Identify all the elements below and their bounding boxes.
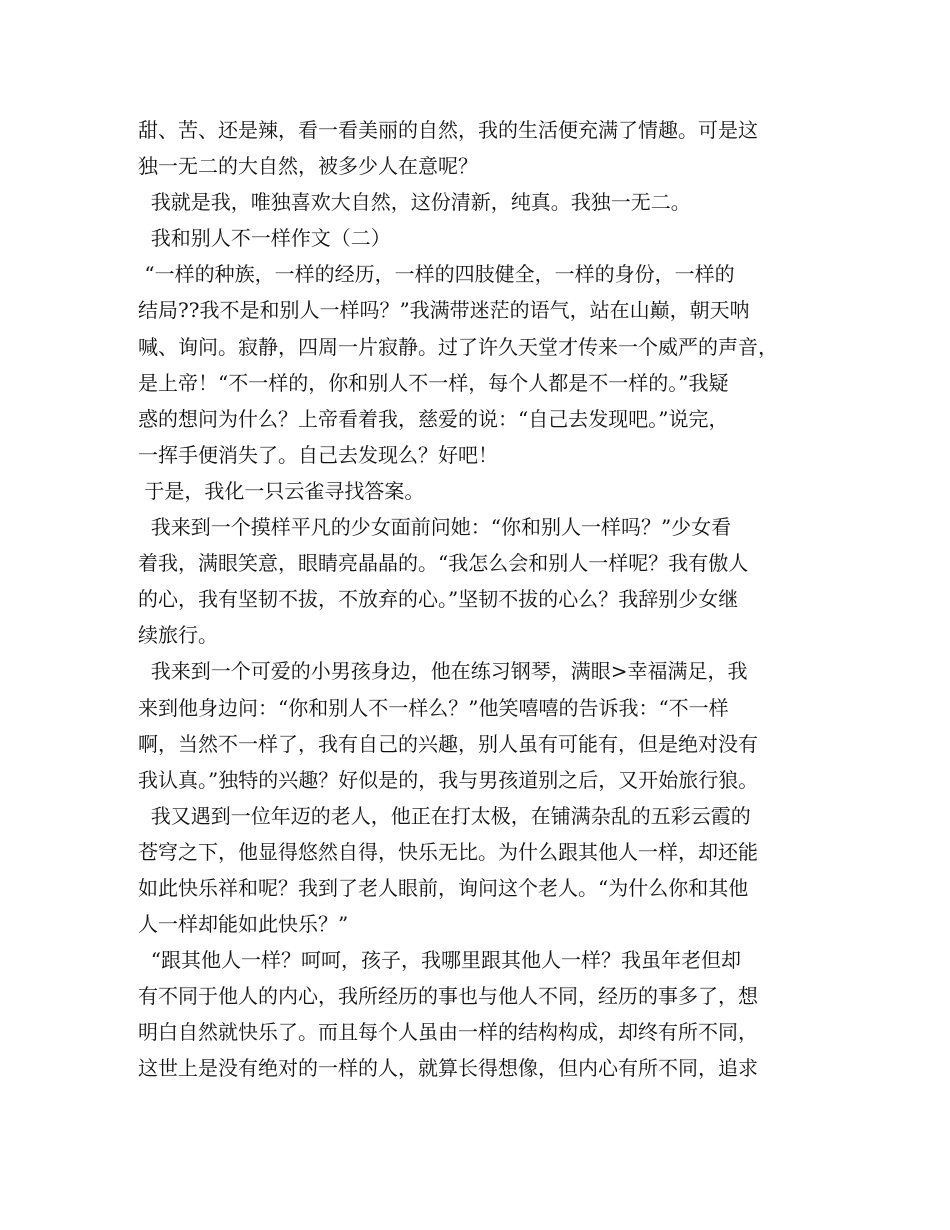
text-line: 我又遇到一位年迈的老人，他正在打太极，在铺满杂乱的五彩云霞的 xyxy=(138,803,751,828)
text-line: 甜、苦、还是辣，看一看美丽的自然，我的生活便充满了情趣。可是这 xyxy=(138,118,758,142)
text-line: 我就是我，唯独喜欢大自然，这份清新，纯真。我独一无二。 xyxy=(138,190,691,215)
text-line: 有不同于他人的内心，我所经历的事也与他人不同，经历的事多了，想 xyxy=(138,984,758,1009)
text-line: 续旅行。 xyxy=(138,623,218,648)
text-line: 我来到一个可爱的小男孩身边，他在练习钢琴，满眼>幸福满足，我 xyxy=(138,659,748,684)
text-line: “跟其他人一样？呵呵，孩子，我哪里跟其他人一样？我虽年老但却 xyxy=(138,948,741,973)
text-line: 我认真。”独特的兴趣？好似是的，我与男孩道别之后，又开始旅行狼。 xyxy=(138,767,759,792)
text-line: 着我，满眼笑意，眼睛亮晶晶的。“我怎么会和别人一样呢？我有傲人 xyxy=(138,551,749,576)
text-line: 这世上是没有绝对的一样的人，就算长得想像，但内心有所不同，追求 xyxy=(138,1056,758,1081)
text-line: 人一样却能如此快乐？” xyxy=(138,912,349,937)
text-line: “一样的种族，一样的经历，一样的四肢健全，一样的身份，一样的 xyxy=(138,262,735,287)
text-line: 的心，我有坚韧不拔，不放弃的心。”坚韧不拔的心么？我辞别少女继 xyxy=(138,587,739,612)
text-line: 是上帝！“不一样的，你和别人不一样，每个人都是不一样的。”我疑 xyxy=(138,370,729,395)
text-line: 于是，我化一只云雀寻找答案。 xyxy=(138,478,425,503)
text-line: 一挥手便消失了。自己去发现么？好吧！ xyxy=(138,442,498,467)
text-line: 惑的想问为什么？上帝看着我，慈爱的说：“自己去发现吧。”说完， xyxy=(138,406,729,431)
text-line: 喊、询问。寂静，四周一片寂静。过了许久天堂才传来一个威严的声音， xyxy=(138,334,778,359)
text-line: 明白自然就快乐了。而且每个人虽由一样的结构构成，却终有所不同， xyxy=(138,1020,758,1045)
body-text xyxy=(138,112,828,1087)
text-line: 来到他身边问：“你和别人不一样么？”他笑嘻嘻的告诉我：“不一样 xyxy=(138,695,729,720)
text-line: 如此快乐祥和呢？我到了老人眼前，询问这个老人。“为什么你和其他 xyxy=(138,875,749,900)
text-line: 我来到一个摸样平凡的少女面前问她：“你和别人一样吗？”少女看 xyxy=(138,515,732,540)
text-line: 结局??我不是和别人一样吗？”我满带迷茫的语气，站在山巅，朝天呐 xyxy=(138,298,750,323)
section-heading: 我和别人不一样作文（二） xyxy=(138,226,391,251)
text-line: 啊，当然不一样了，我有自己的兴趣，别人虽有可能有，但是绝对没有 xyxy=(138,731,758,756)
text-line: 独一无二的大自然，被多少人在意呢？ xyxy=(138,154,478,179)
text-line: 苍穹之下，他显得悠然自得，快乐无比。为什么跟其他人一样，却还能 xyxy=(138,839,758,864)
